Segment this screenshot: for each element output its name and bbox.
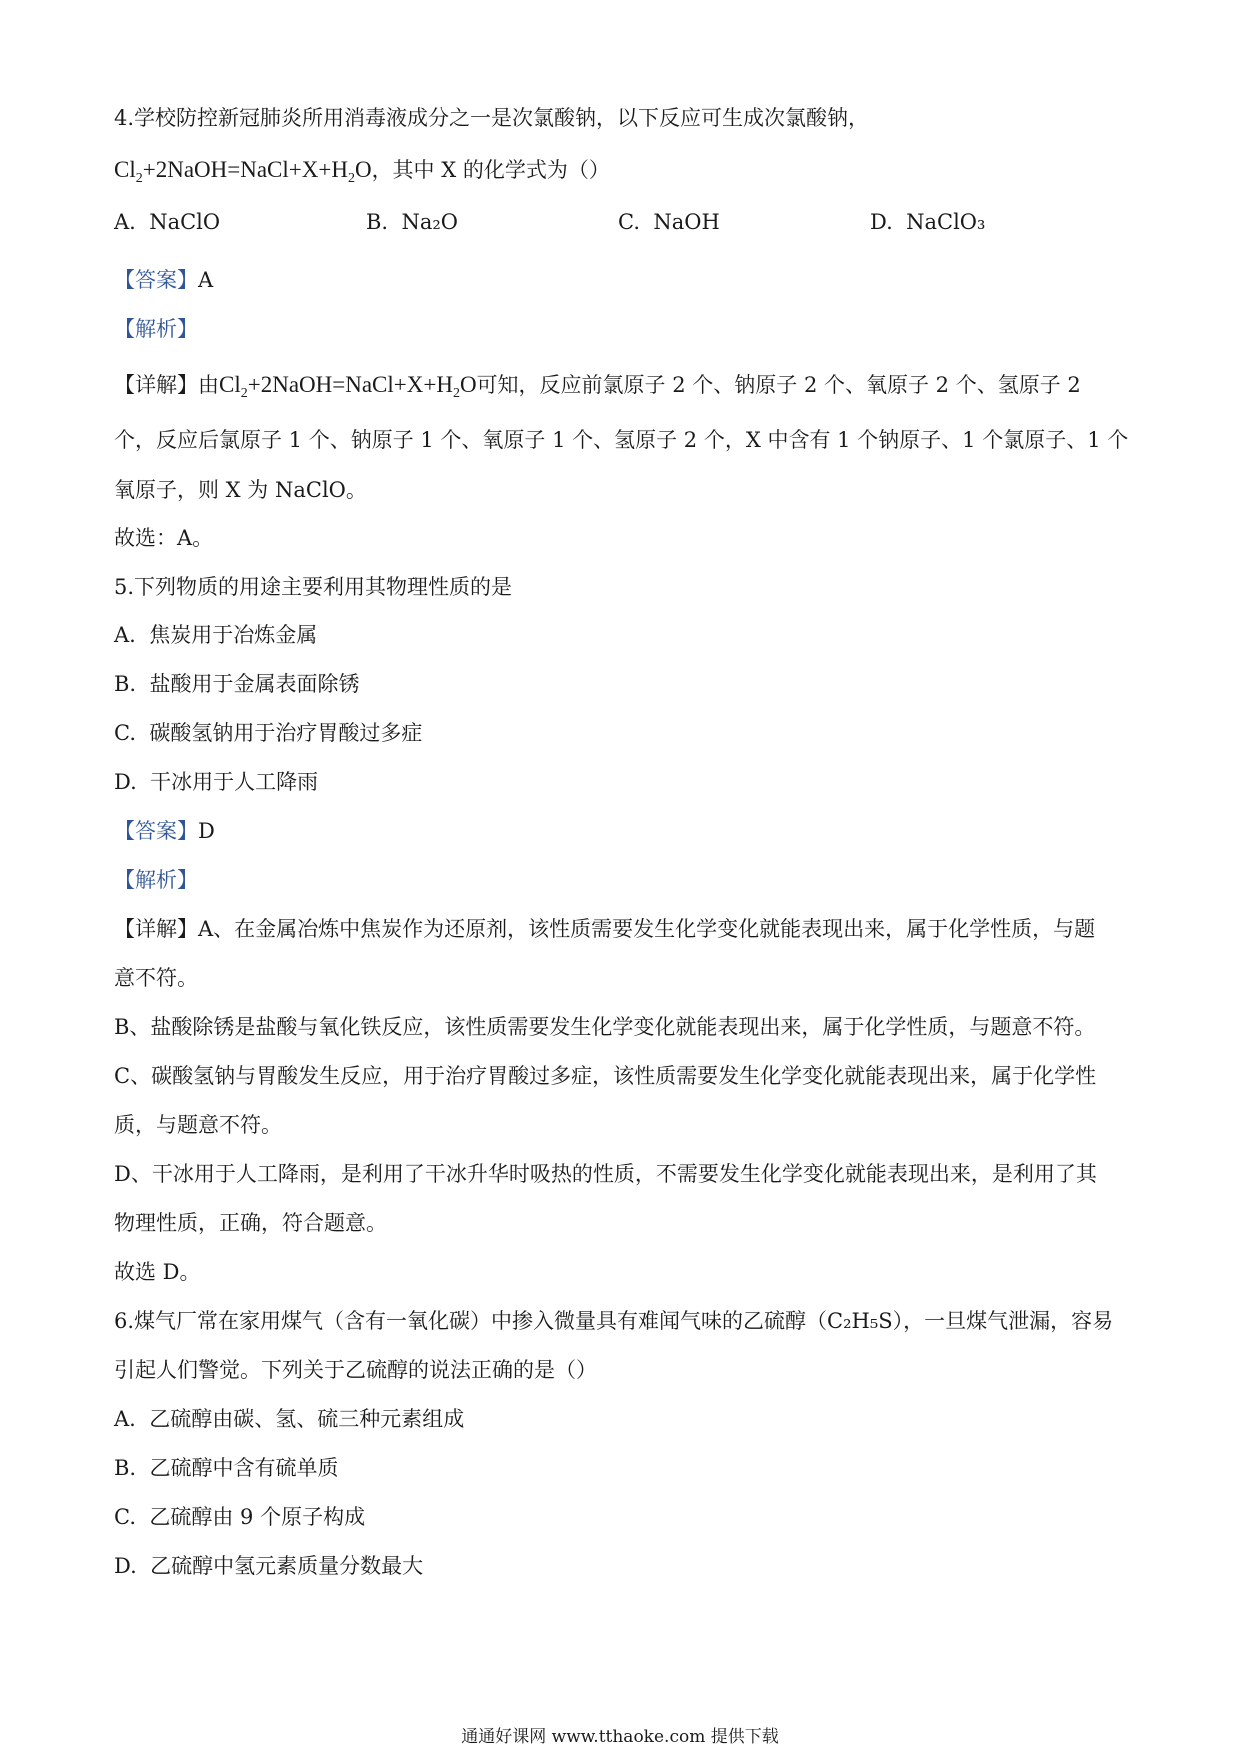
- q6-option-c: C. 乙硫醇由 9 个原子构成: [114, 1505, 366, 1529]
- page-footer: 通通好课网 www.tthaoke.com 提供下载: [461, 1727, 779, 1747]
- q5-option-c: C. 碳酸氢钠用于治疗胃酸过多症: [114, 721, 423, 745]
- q4-stem-tail: ，其中 X 的化学式为（）: [371, 158, 610, 182]
- q5-stem: 5.下列物质的用途主要利用其物理性质的是: [114, 575, 513, 599]
- q5-answer: 【答案】D: [114, 819, 215, 843]
- q4-option-c: C. NaOH: [618, 210, 720, 234]
- q5-choose: 故选 D。: [114, 1260, 201, 1284]
- q4-analysis-label: 【解析】: [114, 317, 198, 341]
- q4-equation-line: [114, 155, 610, 185]
- q5-option-a: A. 焦炭用于冶炼金属: [114, 623, 318, 647]
- q5-analysis-label: 【解析】: [114, 868, 198, 892]
- answer-label: 【答案】: [114, 819, 198, 843]
- q5-detail-line-3: B、盐酸除锈是盐酸与氧化铁反应，该性质需要发生化学变化就能表现出来，属于化学性质，与题意不符。: [114, 1015, 1096, 1039]
- q4-equation: $Cl_2+2NaOH=NaCl+X+H_2O$: [114, 157, 372, 186]
- q4-detail-line-2: 个，反应后氯原子 1 个、钠原子 1 个、氧原子 1 个、氢原子 2 个，X 中含有 1 个钠原子、1 个氯原子、1 个: [114, 428, 1129, 452]
- q5-detail-line-2: 意不符。: [114, 966, 198, 990]
- q4-option-a: A. NaClO: [114, 210, 221, 234]
- q4-option-d: D. NaClO₃: [870, 210, 986, 234]
- q5-detail-line-6: D、干冰用于人工降雨，是利用了干冰升华时吸热的性质，不需要发生化学变化就能表现出来，是利用了其: [114, 1162, 1097, 1186]
- q4-answer: 【答案】A: [114, 268, 214, 292]
- q5-detail-line-4: C、碳酸氢钠与胃酸发生反应，用于治疗胃酸过多症，该性质需要发生化学变化就能表现出来，属于化学性: [114, 1064, 1097, 1088]
- q4-detail-equation: $Cl_2+2NaOH=NaCl+X+H_2O$: [219, 372, 477, 401]
- q4-option-b: B. Na₂O: [366, 210, 458, 234]
- q5-option-d: D. 干冰用于人工降雨: [114, 770, 319, 794]
- answer-label: 【答案】: [114, 268, 198, 292]
- q5-detail-line-7: 物理性质，正确，符合题意。: [114, 1211, 387, 1235]
- q6-stem-line-1: 6.煤气厂常在家用煤气（含有一氧化碳）中掺入微量具有难闻气味的乙硫醇（C₂H₅S），一旦煤气泄漏，容易: [114, 1309, 1114, 1333]
- q6-stem-line-2: 引起人们警觉。下列关于乙硫醇的说法正确的是（）: [114, 1358, 597, 1382]
- q4-choose: 故选：A。: [114, 526, 214, 550]
- q6-option-a: A. 乙硫醇由碳、氢、硫三种元素组成: [114, 1407, 465, 1431]
- q5-detail-line-1: 【详解】A、在金属冶炼中焦炭作为还原剂，该性质需要发生化学变化就能表现出来，属于化学性质，与题: [114, 917, 1096, 941]
- q6-option-b: B. 乙硫醇中含有硫单质: [114, 1456, 339, 1480]
- q6-option-d: D. 乙硫醇中氢元素质量分数最大: [114, 1554, 424, 1578]
- q4-detail-line-1: 【详解】由$Cl_2+2NaOH=NaCl+X+H_2O$可知，反应前氯原子 2 个、钠原子 2 个、氧原子 2 个、氢原子 2: [114, 372, 1081, 401]
- q4-detail-line-3: 氧原子，则 X 为 NaClO。: [114, 478, 367, 502]
- q5-detail-line-5: 质，与题意不符。: [114, 1113, 282, 1137]
- q4-stem: 4.学校防控新冠肺炎所用消毒液成分之一是次氯酸钠，以下反应可生成次氯酸钠，: [114, 106, 870, 130]
- q5-option-b: B. 盐酸用于金属表面除锈: [114, 672, 360, 696]
